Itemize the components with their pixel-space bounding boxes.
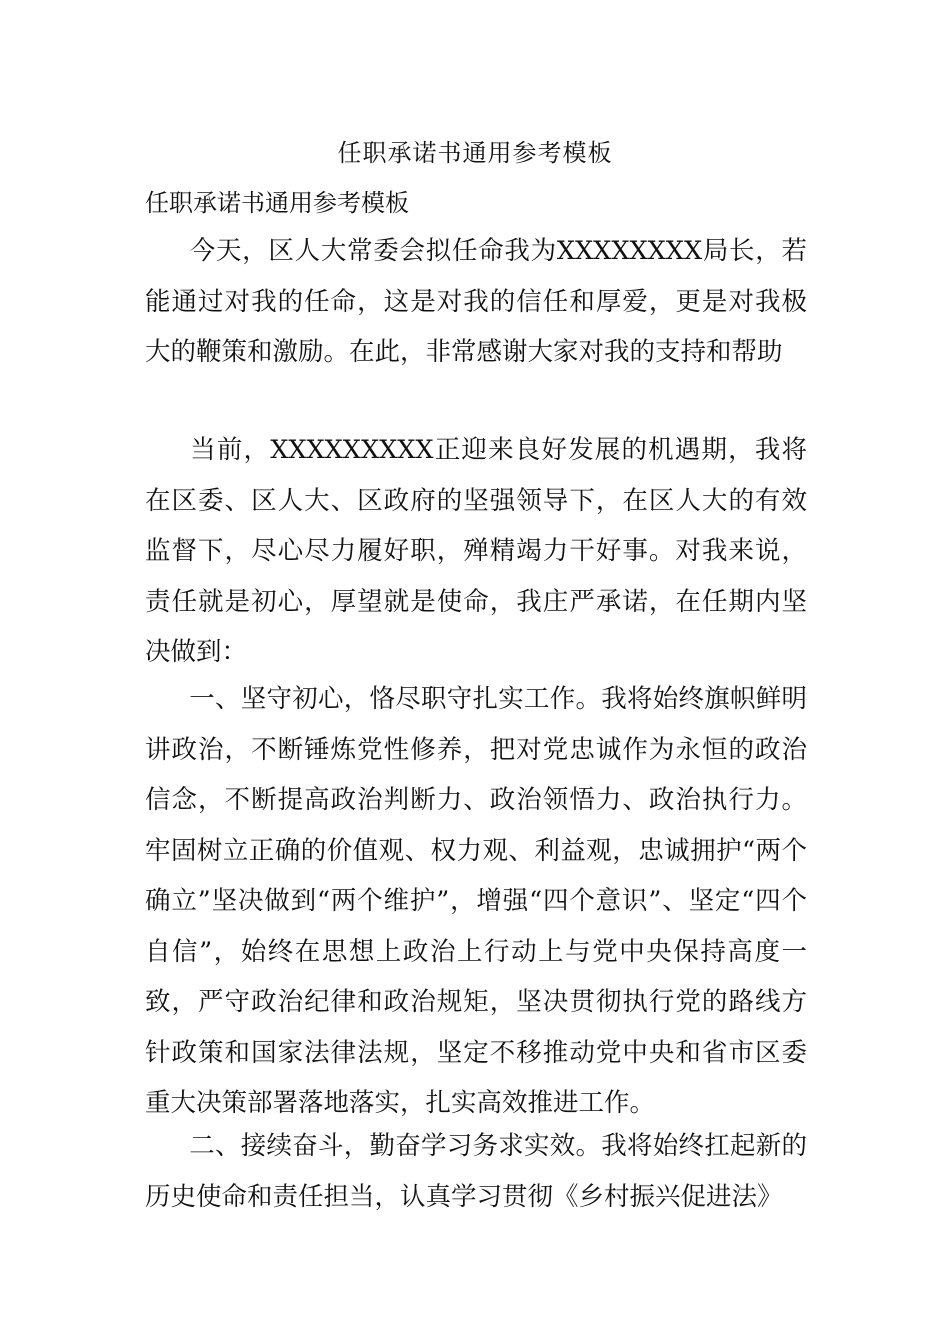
paragraph-text: 今天，区人大常委会拟任命我为XXXXXXXX局长，若能通过对我的任命，这是对我的信任和厚爱，更是对我极大的鞭策和激励。在此，非常感谢大家对我的支持和帮助 xyxy=(145,236,807,367)
paragraph-point-two xyxy=(145,1121,807,1222)
paragraph-text: 一、坚守初心，恪尽职守扎实工作。我将始终旗帜鲜明讲政治，不断锤炼党性修养，把对党忠诚作为永恒的政治信念，不断提高政治判断力、政治领悟力、政治执行力。牢固树立正确的价值观、权力观、利益观，忠诚拥护“两个确立”坚决做到“两个维护”，增强“四个意识”、坚定“四个自信”，始终在思想上政治上行动上与党中央保持高度一致，严守政治纪律和政治规矩，坚决贯彻执行党的路线方针政策和国家法律法规，坚定不移推动党中央和省市区委重大决策部署落地落实，扎实高效推进工作。 xyxy=(145,684,807,1118)
document-title: 任职承诺书通用参考模板 xyxy=(337,139,613,167)
paragraph-commitment-intro xyxy=(145,425,807,678)
paragraph-appointment xyxy=(145,226,807,378)
document-subtitle: 任职承诺书通用参考模板 xyxy=(145,189,409,217)
paragraph-point-one xyxy=(145,674,807,1129)
paragraph-text: 当前，XXXXXXXXX正迎来良好发展的机遇期，我将在区委、区人大、区政府的坚强领导下，在区人大的有效监督下，尽心尽力履好职，殚精竭力干好事。对我来说，责任就是初心，厚望就是使命，我庄严承诺，在任期内坚决做到： xyxy=(145,435,807,667)
paragraph-text: 二、接续奋斗，勤奋学习务求实效。我将始终扛起新的历史使命和责任担当，认真学习贯彻《乡村振兴促进法》 xyxy=(145,1131,807,1212)
